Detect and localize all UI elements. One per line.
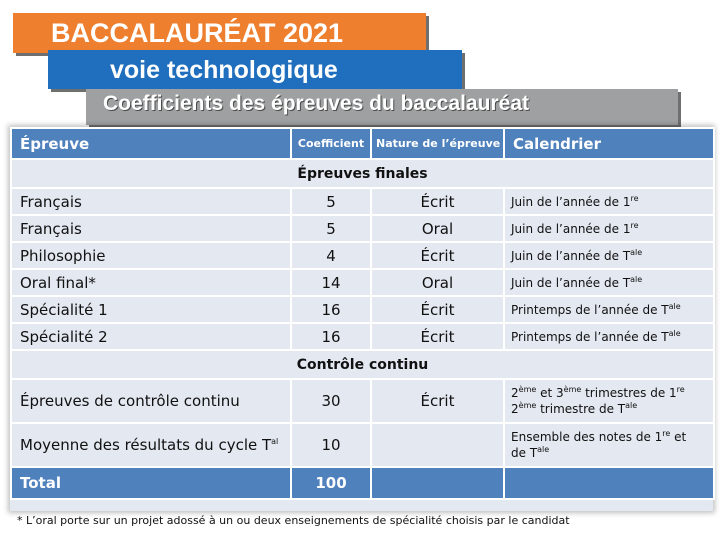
cell-coefficient: 16 — [291, 296, 371, 323]
cell-epreuve — [11, 423, 291, 467]
footnote: * L’oral porte sur un projet adossé à un ou deux enseignements de spécialité choisis par le candidat — [17, 514, 570, 527]
cal-sup: ale — [537, 445, 550, 454]
cell-coefficient: 14 — [291, 269, 371, 296]
cell-coefficient: 30 — [291, 379, 371, 423]
table-row — [11, 215, 714, 242]
section-title-finales: Épreuves finales — [11, 159, 714, 188]
coefficients-table — [10, 127, 715, 500]
cell-nature: Écrit — [371, 242, 504, 269]
cal-sup: ale — [630, 274, 643, 284]
cell-calendrier — [504, 379, 714, 423]
cal-text: et 3 — [536, 386, 564, 400]
cal-sup: ale — [630, 247, 643, 257]
table-row — [11, 423, 714, 467]
table-row — [11, 296, 714, 323]
cell-nature: Écrit — [371, 323, 504, 350]
cell-coefficient: 16 — [291, 323, 371, 350]
cell-epreuve: Épreuves de contrôle continu — [11, 379, 291, 423]
table-row — [11, 242, 714, 269]
table-row — [11, 379, 714, 423]
cal-text: Juin de l’année de 1 — [511, 221, 631, 236]
cell-epreuve: Français — [11, 188, 291, 215]
cell-nature: Écrit — [371, 379, 504, 423]
cal-sup: ale — [625, 401, 638, 410]
cal-text: Printemps de l’année de T — [511, 302, 669, 317]
section-title-continu: Contrôle continu — [11, 350, 714, 379]
section-row-continu — [11, 350, 714, 379]
cell-calendrier — [504, 296, 714, 323]
epreuve-text: Moyenne des résultats du cycle T — [20, 436, 272, 454]
section-banner: Coefficients des épreuves du baccalauréat — [86, 89, 678, 125]
cal-text: Printemps de l’année de T — [511, 329, 669, 344]
cell-epreuve: Spécialité 1 — [11, 296, 291, 323]
cell-calendrier — [504, 242, 714, 269]
header-epreuve: Épreuve — [11, 128, 291, 159]
section-row-finales — [11, 159, 714, 188]
cal-text: Juin de l’année de T — [511, 275, 631, 290]
table-header-row — [11, 128, 714, 159]
cell-coefficient: 5 — [291, 188, 371, 215]
coefficients-table-container — [10, 127, 713, 511]
total-nature — [371, 467, 504, 499]
cal-sup: ème — [563, 385, 582, 394]
cell-epreuve: Oral final* — [11, 269, 291, 296]
header-calendrier: Calendrier — [504, 128, 714, 159]
cal-text: 2 — [511, 402, 519, 416]
cell-calendrier — [504, 215, 714, 242]
total-value: 100 — [291, 467, 371, 499]
total-calendrier — [504, 467, 714, 499]
cal-text: trimestre de T — [536, 402, 626, 416]
cal-text: Juin de l’année de T — [511, 248, 631, 263]
header-coefficient: Coefficient — [291, 128, 371, 159]
cal-sup: ale — [668, 301, 681, 311]
cal-text: Juin de l’année de 1 — [511, 194, 631, 209]
cell-epreuve: Philosophie — [11, 242, 291, 269]
cal-text: et — [670, 430, 687, 444]
title-banner: BACCALAURÉAT 2021 — [13, 13, 426, 53]
cal-text: Ensemble des notes de 1 — [511, 430, 663, 444]
cell-calendrier — [504, 423, 714, 467]
cal-text: de T — [511, 446, 538, 460]
cell-coefficient: 5 — [291, 215, 371, 242]
cell-nature: Écrit — [371, 296, 504, 323]
cal-sup: ème — [518, 385, 537, 394]
cell-coefficient: 4 — [291, 242, 371, 269]
header-nature: Nature de l’épreuve — [371, 128, 504, 159]
cell-nature — [371, 423, 504, 467]
cell-calendrier — [504, 323, 714, 350]
cell-calendrier — [504, 188, 714, 215]
total-row — [11, 467, 714, 499]
cal-sup: re — [630, 193, 639, 203]
epreuve-sup: al — [271, 437, 279, 446]
table-row — [11, 269, 714, 296]
subtitle-banner: voie technologique — [48, 50, 462, 89]
cal-sup: re — [630, 220, 639, 230]
cell-epreuve: Spécialité 2 — [11, 323, 291, 350]
table-row — [11, 188, 714, 215]
cal-sup: re — [662, 429, 671, 438]
cell-calendrier — [504, 269, 714, 296]
cell-epreuve: Français — [11, 215, 291, 242]
cell-nature: Écrit — [371, 188, 504, 215]
cell-nature: Oral — [371, 215, 504, 242]
table-row — [11, 323, 714, 350]
cell-nature: Oral — [371, 269, 504, 296]
cal-sup: ale — [668, 328, 681, 338]
total-label: Total — [11, 467, 291, 499]
cal-text: 2 — [511, 386, 519, 400]
cal-sup: re — [676, 385, 685, 394]
cell-coefficient: 10 — [291, 423, 371, 467]
cal-text: trimestres de 1 — [581, 386, 677, 400]
cal-sup: ème — [518, 401, 537, 410]
